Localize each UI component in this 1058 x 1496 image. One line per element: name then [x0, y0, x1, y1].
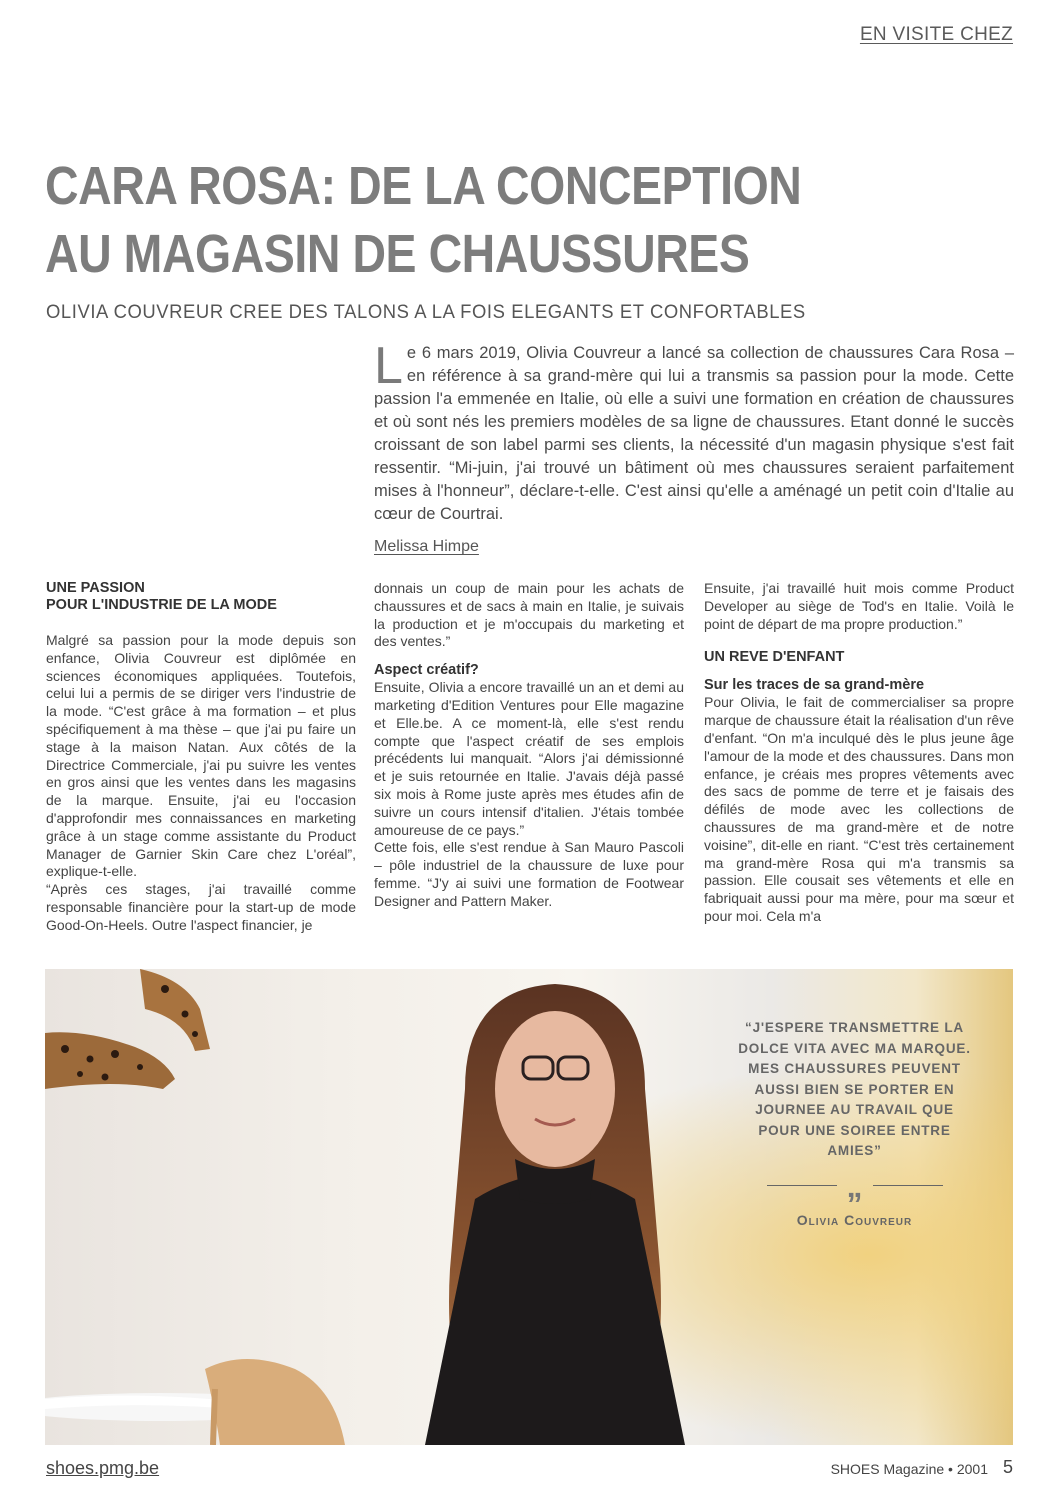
title-line-2: AU MAGASIN DE CHAUSSURES	[45, 224, 750, 284]
intro-text: e 6 mars 2019, Olivia Couvreur a lancé sa collection de chaussures Cara Rosa – en référence à sa grand-mère qui lui a transmis sa passion pour la mode. Cette passion l'a emmenée en Italie, où elle a suivi une formation en création de chaussures et où sont nés les premiers modèles de sa ligne de chaussures. Etant donné le succès croissant de son label parmi ses clients, la nécessité d'un magasin physique s'est fait ressentir. “Mi-juin, j'ai trouvé un bâtiment où mes chaussures seraient parfaitement mises à l'honneur”, déclare-t-elle. C'est ainsi qu'elle a aménagé un petit coin d'Italie au cœur de Courtrai.	[374, 344, 1014, 523]
paragraph: “Après ces stages, j'ai travaillé comme responsable financière pour la start-up de mode Good-On-Heels. Outre l'aspect financier, je	[46, 881, 356, 933]
paragraph: Pour Olivia, le fait de commercialiser sa propre marque de chaussure était la réalisation d'un rêve d'enfant. “On m'a inculqué dès le plus jeune âge l'amour de la mode et des chaussures. Dans mon enfance, je créais mes propres vêtements avec des sacs de pomme de terre et je faisais des défilés de mode avec les collections de chaussures de ma grand-mère et de notre voisine”, dit-elle en riant. “C'est très certainement ma grand-mère Rosa qui m'a transmis sa passion. Elle cousait ses vêtements et elle en fabriquait aussi pour ma mère, pour ma sœur et pour moi. Cela m'a	[704, 694, 1014, 924]
portrait-photo	[45, 969, 1013, 1445]
footer-url-link[interactable]: shoes.pmg.be	[46, 1458, 160, 1478]
paragraph: Ensuite, Olivia a encore travaillé un an et demi au marketing d'Edition Ventures pour Elle magazine et Elle.be. A ce moment-là, elle s'est rendu compte que l'aspect créatif de ses emplois précédents lui manquait. “Alors j'ai démissionné et je suis retournée en Italie. J'avais déjà passé six mois à Rome juste après mes études afin de suivre un cours intensif d'italien. J'étais tombée amoureuse de ce pays.”	[374, 679, 684, 838]
title-line-1: CARA ROSA: DE LA CONCEPTION	[45, 156, 802, 216]
quote-mark-icon: „	[846, 1167, 863, 1204]
page-number: 5	[1002, 1457, 1013, 1477]
paragraph: Ensuite, j'ai travaillé huit mois comme Product Developer au siège de Tod's en Italie. Voilà le point de départ de ma propre production.”	[704, 580, 1014, 632]
section-heading-passion	[46, 580, 356, 614]
divider-line-left	[767, 1185, 837, 1187]
quote-divider	[732, 1167, 977, 1204]
quote-text: “J'ESPERE TRANSMETTRE LA DOLCE VITA AVEC MA MARQUE. MES CHAUSSURES PEUVENT AUSSI BIEN SE PORTER EN JOURNEE AU TRAVAIL QUE POUR UNE SOIREE ENTRE AMIES”	[738, 1020, 971, 1158]
pull-quote	[732, 1018, 977, 1228]
article-title	[45, 152, 888, 288]
paragraph: donnais un coup de main pour les achats de chaussures et de sacs à main en Italie, je suivais la production et je m'occupais du marketing et des ventes.”	[374, 580, 684, 650]
author-byline[interactable]: Melissa Himpe	[374, 538, 479, 555]
section-tag: EN VISITE CHEZ	[859, 24, 1013, 45]
quote-author: Olivia Couvreur	[796, 1211, 913, 1228]
article-subtitle: OLIVIA COUVREUR CREE DES TALONS A LA FOIS ELEGANTS ET CONFORTABLES	[46, 302, 806, 323]
column-1	[46, 580, 356, 935]
drop-cap: L	[374, 337, 403, 395]
column-3	[704, 580, 1014, 926]
section-heading-reve: UN REVE D'ENFANT	[704, 649, 845, 666]
paragraph: Malgré sa passion pour la mode depuis son enfance, Olivia Couvreur est diplômée en sciences économiques appliquées. Toutefois, celui lui a permis de se diriger vers l'industrie de la mode. “C'est grâce à ma formation – et plus spécifiquement à ma thèse – que j'ai pu faire un stage à la maison Natan. Aux côtés de la Directrice Commerciale, j'ai pu suivre les ventes en gros ainsi que les ventes dans les magasins de la marque. Ensuite, j'ai eu l'occasion d'approfondir mes connaissances en marketing grâce à un stage comme assistante du Product Manager de Garnier Skin Care chez L'oréal”, explique-t-elle.	[46, 632, 356, 880]
paragraph: Cette fois, elle s'est rendue à San Mauro Pascoli – pôle industriel de la chaussure de luxe pour femme. “J'y ai suivi une formation de Footwear Designer and Pattern Maker.	[374, 839, 684, 909]
footer-magazine: SHOES Magazine • 2001	[830, 1461, 988, 1477]
article-intro	[374, 337, 1014, 526]
subheading-grand-mere: Sur les traces de sa grand-mère	[704, 677, 925, 694]
subheading-aspect-creatif: Aspect créatif?	[374, 662, 479, 679]
divider-line-right	[873, 1185, 943, 1187]
heading-line-2: POUR L'INDUSTRIE DE LA MODE	[46, 597, 277, 613]
heading-line-1: UNE PASSION	[46, 580, 145, 596]
column-2	[374, 580, 684, 911]
